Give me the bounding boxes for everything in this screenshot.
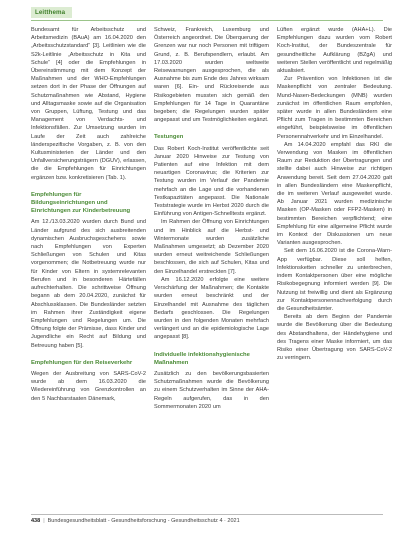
section-tag: Leitthema	[31, 7, 72, 18]
paragraph: Zur Prävention von Infektionen ist die Maskenpflicht von zentraler Bedeutung. Mund-Nasen-Bedeckungen (MNB) wurden zunächst im öffentlichen Raum empfohlen, später wurde in allen Bundesländern eine Pflicht zum Tragen in bestimmten Bereichen eingeführt, beispielsweise im öffentlichen Personennahverkehr und im Einzelhandel.	[277, 76, 392, 140]
paragraph: Seit dem 16.06.2020 ist die Corona-Warn-App verfügbar. Diese soll helfen, Infektionsketten schneller zu unterbrechen, indem Kontaktpersonen über eine mögliche Risikobegegnung informiert werden [9]. Die Nutzung ist freiwillig und dient als Ergänzung zur Kontaktpersonennachverfolgung durch die Gesundheitsämter.	[277, 248, 392, 312]
footer-separator: |	[43, 518, 45, 524]
section-heading: Empfehlungen für den Reiseverkehr	[31, 359, 133, 366]
paragraph: Das Robert Koch-Institut veröffentlichte seit Januar 2020 Hinweise zur Testung von Patienten auf eine Infektion mit dem neuartigen Coronavirus; die Kriterien zur Testung wurden im Verlauf der Pandemie mehrfach an die Lage und die vorhandenen Testkapazitäten angepasst. Die Nationale Teststrategie wurde im Herbst 2020 durch die Einführung von Antigen-Schnelltests ergänzt.	[154, 145, 269, 218]
page-number: 438	[31, 518, 41, 524]
paragraph: Schweiz, Frankreich, Luxemburg und Österreich angeordnet. Die Überquerung der Grenzen war nur noch Personen mit triftigem Grund, z. B. Berufspendlern, erlaubt. Am 17.03.2020 wurden weltweite Reisewarnungen ausgesprochen, die als Ausnahme bis zum Ende des Jahres wirksam waren [6]. Ein- und Rückreisende aus Risikogebieten mussten sich gemäß den Empfehlungen für 14 Tage in Quarantäne begeben; die Regelungen wurden später angepasst und um Testmöglichkeiten ergänzt.	[154, 27, 269, 124]
page-footer	[31, 518, 240, 524]
section-heading: Individuelle infektionshygienische Maßnahmen	[154, 351, 250, 366]
section-heading: Empfehlungen für Bildungseinrichtungen und Einrichtungen zur Kinderbetreuung	[31, 191, 131, 215]
paragraph: Am 14.04.2020 empfahl das RKI die Verwendung von Masken im öffentlichen Raum zur Reduktion der Übertragungen und stellte dabei auch Hinweise zur richtigen Anwendung bereit. Seit dem 27.04.2020 galt in allen Bundesländern eine Maskenpflicht, die im weiteren Verlauf ausgeweitet wurde. Ab Januar 2021 wurden medizinische Masken (OP-Masken oder FFP2-Masken) in bestimmten Bereichen verpflichtend; eine Empfehlung für eine allgemeine Pflicht wurde im Kontext der Diskussionen um neue Varianten ausgesprochen.	[277, 141, 392, 247]
column-right	[277, 26, 392, 362]
paragraph: Bereits ab dem Beginn der Pandemie wurde die Bevölkerung über die Bedeutung des Abstandhaltens, der Händehygiene und des Tragens einer Maske informiert, um das Risiko einer Übertragung von SARS-CoV-2 zu verringern.	[277, 314, 392, 362]
paragraph: Am 16.12.2020 erfolgte eine weitere Verschärfung der Maßnahmen; die Kontakte wurden erneut beschränkt und der Einzelhandel mit Ausnahme des täglichen Bedarfs geschlossen. Die Regelungen wurden in den folgenden Monaten mehrfach verlängert und an die epidemiologische Lage angepasst [8].	[154, 276, 269, 341]
header-rule	[31, 20, 383, 21]
paragraph: Wegen der Ausbreitung von SARS-CoV-2 wurde ab dem 16.03.2020 die Wiedereinführung von Grenzkontrollen an den 5 Nachbarstaaten Dänemark,	[31, 370, 146, 402]
section-heading: Testungen	[154, 134, 184, 141]
paragraph: Bundesamt für Arbeitsschutz und Arbeitsmedizin (BAuA) am 16.04.2020 den „Arbeitsschutzstandard“ [3]. Leitlinien wie die S2k-Leitlinie „Arbeitsschutz in Kita und Schule“ [4] oder die Empfehlungen in Übereinstimmung mit dem Konzept der Maßnahmen und der WHO-Empfehlungen setzen dort in der Phase der Öffnungen auf Schutzmaßnahmen wie Abstand, Hygiene und Alltagsmaske sowie auf die Organisation von Gruppen, Lüftung, Testung und das Management von Verdachts- und Infektionsfällen. Zur Umsetzung wurden im Laufe der Zeit auch zahlreiche länderspezifische Vorgaben, z. B. von den Kultusministerien der Länder und den Unfallversicherungsträgern (DGUV), erlassen, die die Empfehlungen für Einrichtungen ergänzen bzw. konkretisieren (Tab. 1).	[31, 27, 146, 181]
paragraph: Im Rahmen der Öffnung von Einrichtungen und im Hinblick auf die Herbst- und Wintermonate wurden zusätzliche Maßnahmen umgesetzt; ab Dezember 2020 wurden erneut weitreichende Schließungen beschlossen, die sich auf Schulen, Kitas und den Einzelhandel erstreckten [7].	[154, 219, 269, 275]
paragraph: Am 12./13.03.2020 wurden durch Bund und Länder aufgrund des sich ausbreitenden dynamischen Ausbruchsgeschehens sowie nach Empfehlungen von Experten Schließungen von Schulen und Kitas vorgenommen; die Notbetreuung wurde nur für Kinder von Eltern in systemrelevanten Berufen und in besonderen Härtefällen aufrechterhalten. Die schrittweise Öffnung begann ab dem 20.04.2020, zunächst für Abschlussklassen. Die Bundesländer setzten im Rahmen ihrer Zuständigkeit eigene Empfehlungen und Regelungen um. Die Öffnung folgte der Prämisse, dass Kinder und Jugendliche ein Recht auf Bildung und Betreuung haben [5].	[31, 219, 146, 349]
paragraph: Zusätzlich zu den bevölkerungsbasierten Schutzmaßnahmen wurde die Bevölkerung zu einem Schutzverhalten im Sinne der AHA-Regeln aufgerufen, das in den Sommermonaten 2020 um	[154, 370, 269, 410]
paragraph: Lüften ergänzt wurde (AHA+L). Die Empfehlungen dazu wurden vom Robert Koch-Institut, der Bundeszentrale für gesundheitliche Aufklärung (BZgA) und weiteren Stellen veröffentlicht und regelmäßig aktualisiert.	[277, 27, 392, 75]
journal-name: Bundesgesundheitsblatt - Gesundheitsforschung - Gesundheitsschutz 4 · 2021	[47, 518, 240, 524]
footer-rule	[31, 514, 383, 515]
column-middle	[154, 26, 269, 411]
column-left	[31, 26, 146, 403]
